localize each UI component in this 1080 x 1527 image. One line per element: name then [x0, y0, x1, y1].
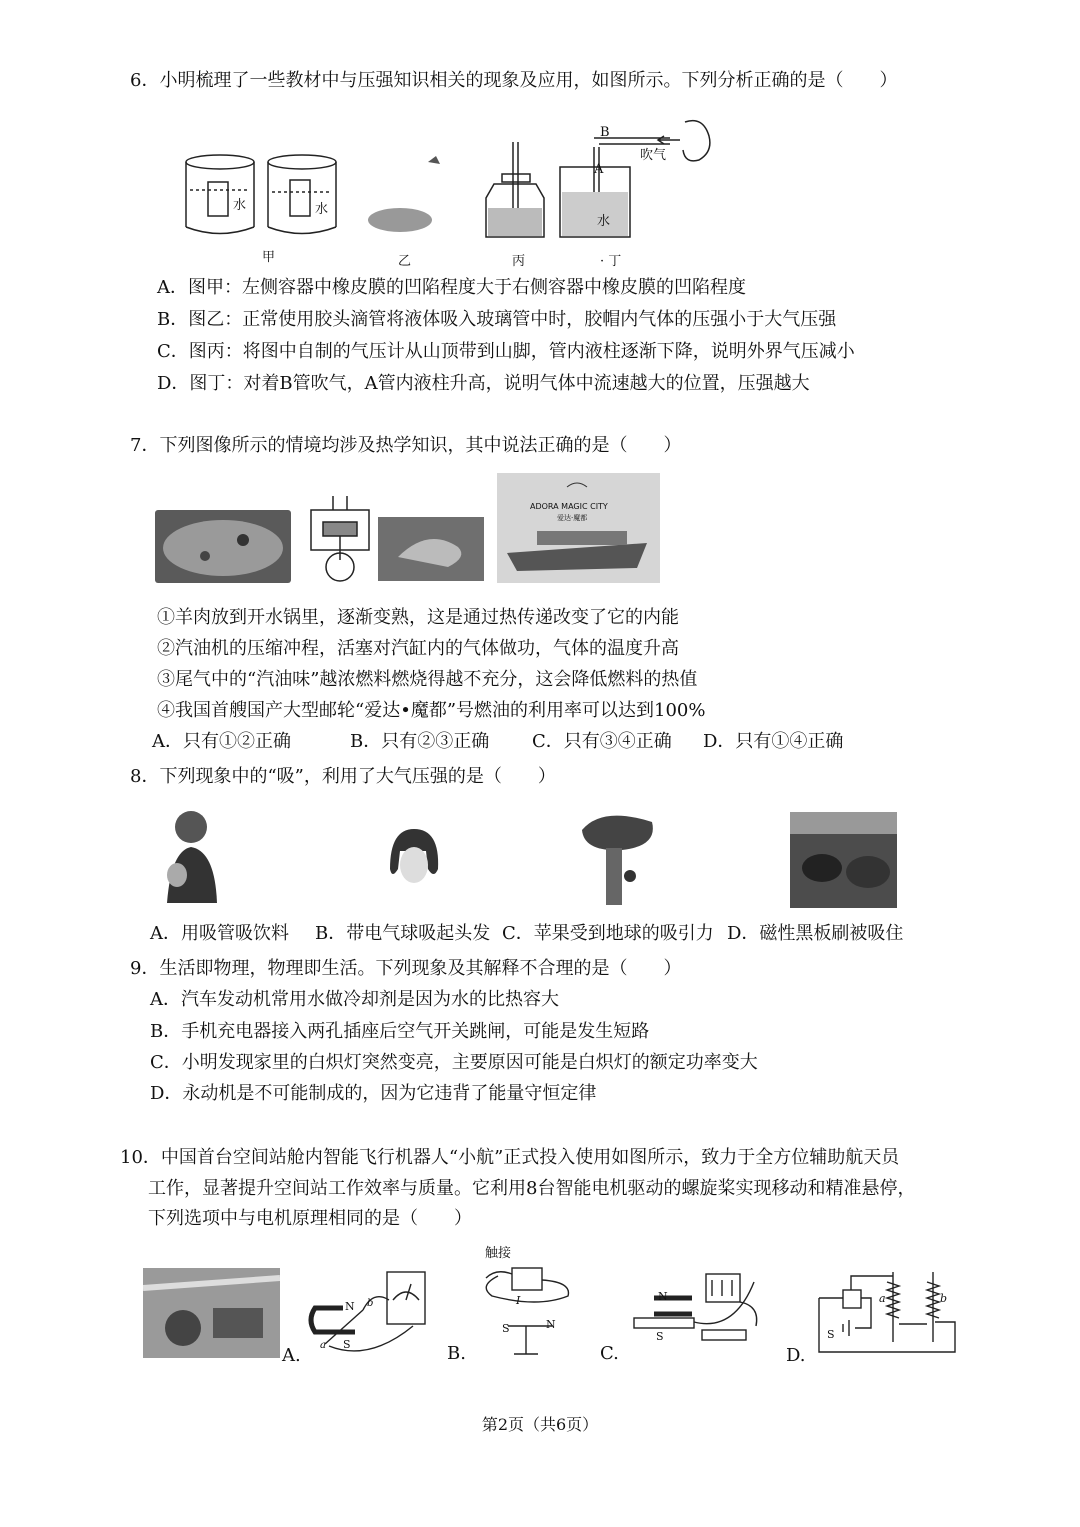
q10-option-a-figure [305, 1270, 430, 1362]
q7-statement-3: ③尾气中的“汽油味”越浓燃料燃烧得越不充分，这会降低燃料的热值 [157, 669, 698, 690]
q10-c-N: N [658, 1290, 668, 1303]
q10-option-d-figure [815, 1268, 960, 1362]
q10-option-b-letter: B. [447, 1343, 466, 1364]
q7-statement-1: ①羊肉放到开水锅里，逐渐变熟，这是通过热传递改变了它的内能 [157, 607, 679, 628]
q7-ship-subcaption: 爱达·魔都 [557, 514, 588, 522]
q8-option-a: A．用吸管吸饮料 [150, 923, 289, 944]
q7-option-a: A．只有①②正确 [152, 731, 291, 752]
q10-stem-line-3: 下列选项中与电机原理相同的是（ ） [148, 1208, 472, 1229]
q10-d-a: a [879, 1292, 886, 1305]
q9-option-b: B．手机充电器接入两孔插座后空气开关跳闸，可能是发生短路 [150, 1021, 650, 1042]
q10-b-touch: 触接 [485, 1246, 512, 1261]
q9-stem: 9．生活即物理，物理即生活。下列现象及其解释不合理的是（ ） [130, 958, 682, 979]
q7-option-d: D．只有①④正确 [703, 731, 844, 752]
q8-apple-tree-image [576, 808, 658, 905]
q7-cruise-ship-drawing [497, 473, 660, 583]
q10-option-c-drawing [632, 1268, 772, 1360]
q10-d-b: b [940, 1292, 948, 1305]
q6-fig-B: B [600, 125, 610, 140]
q10-a-a: a [320, 1340, 326, 1351]
q6-fig-ding: · 丁 [600, 254, 622, 269]
q7-exhaust-image [378, 517, 484, 581]
q10-robot-photo [143, 1268, 280, 1358]
q8-option-c: C．苹果受到地球的吸引力 [502, 923, 714, 944]
q6-fig-water1: 水 [233, 198, 247, 213]
q7-cruise-ship-image [497, 473, 660, 583]
q6-figure-drawing [180, 112, 720, 272]
q6-option-a: A．图甲：左侧容器中橡皮膜的凹陷程度大于右侧容器中橡皮膜的凹陷程度 [157, 277, 746, 298]
q10-c-S: S [656, 1330, 664, 1343]
q6-stem: 6．小明梳理了一些教材中与压强知识相关的现象及应用，如图所示。下列分析正确的是（ ） [130, 70, 898, 91]
q6-option-b: B．图乙：正常使用胶头滴管将液体吸入玻璃管中时，胶帽内气体的压强小于大气压强 [157, 309, 837, 330]
q7-engine-image [305, 492, 375, 585]
q10-option-d-drawing [815, 1268, 960, 1362]
q6-fig-water2: 水 [315, 202, 329, 217]
q9-option-c: C．小明发现家里的白炽灯突然变亮，主要原因可能是白炽灯的额定功率变大 [150, 1052, 758, 1073]
q10-option-b-figure [478, 1242, 578, 1360]
q6-option-c: C．图丙：将图中自制的气压计从山顶带到山脚，管内液柱逐渐下降，说明外界气压减小 [157, 341, 855, 362]
q10-b-I: I [516, 1294, 521, 1307]
q6-fig-water3: 水 [597, 214, 611, 229]
q7-statement-2: ②汽油机的压缩冲程，活塞对汽缸内的气体做功，气体的温度升高 [157, 638, 679, 659]
q10-option-d-letter: D. [786, 1345, 806, 1366]
q8-option-d: D．磁性黑板刷被吸住 [727, 923, 904, 944]
q10-b-S: S [502, 1322, 510, 1335]
q7-lamb-pot-image [155, 510, 291, 583]
q10-option-a-letter: A. [282, 1345, 301, 1366]
q10-d-S: S [827, 1328, 835, 1341]
q10-b-N: N [546, 1318, 556, 1331]
q10-stem-line-2: 工作，显著提升空间站工作效率与质量。它利用8台智能电机驱动的螺旋桨实现移动和精准悬停， [148, 1178, 916, 1199]
q6-fig-blow: 吹气 [640, 148, 667, 163]
q10-stem-line-1: 10．中国首台空间站舱内智能飞行机器人“小航”正式投入使用如图所示，致力于全方位辅助航天员 [120, 1147, 900, 1168]
q7-statement-4: ④我国首艘国产大型邮轮“爱达•魔都”号燃油的利用率可以达到100% [157, 700, 706, 721]
q6-fig-A: A [594, 162, 604, 177]
q7-stem: 7．下列图像所示的情境均涉及热学知识，其中说法正确的是（ ） [130, 435, 682, 456]
q7-option-b: B．只有②③正确 [350, 731, 490, 752]
q10-option-c-letter: C. [600, 1343, 619, 1364]
q7-ship-caption: ADORA MAGIC CITY [530, 502, 608, 511]
q10-a-b: b [367, 1298, 374, 1309]
q10-option-c-figure [632, 1268, 772, 1360]
q10-a-S: S [343, 1338, 351, 1351]
q6-fig-bing: 丙 [512, 254, 526, 269]
q7-option-c: C．只有③④正确 [532, 731, 672, 752]
q9-option-a: A．汽车发动机常用水做冷却剂是因为水的比热容大 [150, 989, 559, 1010]
q8-boy-straw-image [155, 805, 225, 903]
page-footer: 第2页（共6页） [481, 1415, 599, 1434]
q6-fig-jia: 甲 [262, 250, 276, 265]
q6-option-d: D．图丁：对着B管吹气，A管内液柱升高，说明气体中流速越大的位置，压强越大 [157, 373, 810, 394]
q10-a-N: N [345, 1300, 355, 1313]
q9-option-d: D．永动机是不可能制成的，因为它违背了能量守恒定律 [150, 1083, 597, 1104]
q8-option-b: B．带电气球吸起头发 [315, 923, 491, 944]
q8-girl-balloon-image [382, 825, 442, 900]
q8-magnetic-brush-image [790, 812, 897, 908]
q8-stem: 8．下列现象中的“吸”，利用了大气压强的是（ ） [130, 766, 556, 787]
q6-figure [180, 112, 720, 272]
q6-fig-yi: 乙 [398, 254, 412, 269]
